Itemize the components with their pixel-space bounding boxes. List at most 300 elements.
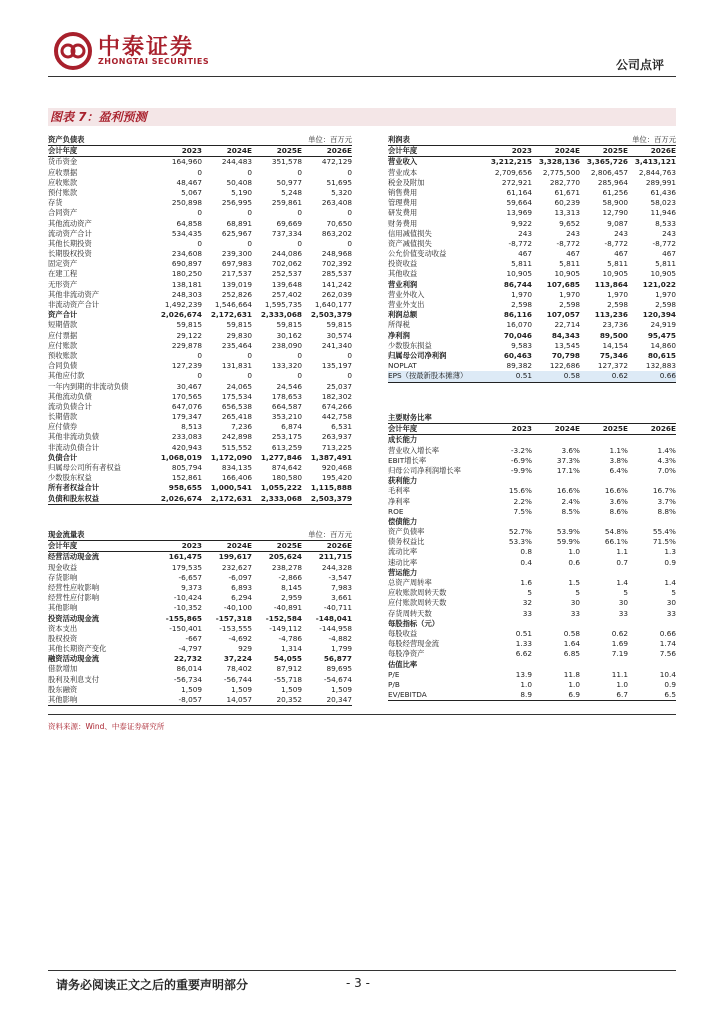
cell-value: 60,239 [554, 198, 580, 208]
cell-value: 0.4 [520, 557, 532, 567]
cell-value: 244,086 [271, 249, 302, 259]
table-row [48, 644, 352, 654]
table-row [388, 290, 676, 300]
table-unit: 单位：百万元 [308, 135, 352, 144]
cell-value: 3,212,215 [490, 157, 532, 167]
cell-value: 1.69 [611, 639, 628, 649]
cell-value: -56,734 [173, 674, 202, 684]
table-row [48, 178, 352, 188]
table-row [48, 188, 352, 198]
row-label: 净利润 [388, 330, 410, 340]
cell-value: 697,983 [221, 259, 252, 269]
cell-value: 53.9% [556, 527, 580, 537]
table-row [388, 680, 676, 690]
row-label: 所有者权益合计 [48, 483, 100, 493]
cell-value: 241,340 [321, 340, 352, 350]
cell-value [580, 619, 628, 629]
cell-value: -150,401 [169, 623, 202, 633]
cell-value: 1,970 [559, 289, 580, 299]
cell-value: 674,266 [321, 401, 352, 411]
table-row [48, 664, 352, 674]
cell-value: 232,627 [221, 562, 252, 572]
table-row [388, 361, 676, 371]
cell-value: 15.6% [508, 486, 532, 496]
cell-value: 60,463 [503, 350, 532, 360]
cell-value: 0 [347, 371, 352, 381]
row-label: 应付账款 [48, 340, 78, 350]
cell-value: 175,534 [221, 391, 252, 401]
table-row [48, 453, 352, 463]
table-row [48, 412, 352, 422]
row-label: 长期借款 [48, 412, 78, 422]
table-section-title [388, 413, 676, 423]
cell-value: 5 [671, 588, 676, 598]
row-label: NOPLAT [388, 361, 417, 371]
cell-value: 52.7% [508, 527, 532, 537]
cell-value: 2,775,500 [542, 167, 580, 177]
cell-value: 1.33 [515, 639, 532, 649]
cell-value [484, 660, 532, 670]
table-row [48, 219, 352, 229]
cell-value: 1,055,222 [260, 483, 302, 493]
table-row [388, 331, 676, 341]
cell-value: 0 [347, 167, 352, 177]
cell-value: 1,970 [655, 289, 676, 299]
cell-value: 133,320 [271, 361, 302, 371]
cell-value [484, 517, 532, 527]
cell-value: 182,302 [321, 391, 352, 401]
cell-value: 1.4 [664, 578, 676, 587]
row-label: 其他影响 [48, 603, 78, 613]
row-label: 投资活动现金流 [48, 613, 100, 623]
table-row [388, 619, 676, 629]
table-row [48, 463, 352, 473]
table-row [388, 568, 676, 578]
cell-value: 0 [247, 238, 252, 248]
cell-value: 285,964 [597, 177, 628, 187]
cell-value: 80,615 [647, 350, 676, 360]
cell-value: 2,844,763 [638, 167, 676, 177]
cell-value: 33 [666, 608, 676, 618]
cell-value: 2,709,656 [494, 167, 532, 177]
cell-value [628, 517, 676, 527]
cell-value: 16.7% [652, 486, 676, 496]
cell-value: -149,112 [269, 623, 302, 633]
cell-value: -6,097 [228, 572, 252, 582]
cell-value: 48,467 [176, 177, 202, 187]
table-row [48, 320, 352, 330]
cell-value: 211,715 [318, 552, 352, 562]
cell-value: 12,790 [602, 208, 628, 218]
column-header: 2025E [602, 424, 628, 434]
cell-value: 863,202 [321, 228, 352, 238]
cell-value: 229,878 [171, 340, 202, 350]
cell-value: 1,970 [607, 289, 628, 299]
table-row [48, 624, 352, 634]
cell-value: 131,831 [221, 361, 252, 371]
row-label: 预收账款 [48, 350, 78, 360]
cell-value: -8,772 [652, 238, 676, 248]
cell-value: 690,897 [171, 259, 202, 269]
cell-value: 2,172,631 [210, 310, 252, 320]
cell-value: -40,711 [323, 603, 352, 613]
table-row [48, 259, 352, 269]
table-row [48, 483, 352, 493]
cell-value: 1.6 [520, 578, 532, 587]
cell-value: 0 [197, 350, 202, 360]
table-row [388, 320, 676, 330]
page-header [0, 0, 724, 80]
row-label: ROE [388, 506, 404, 516]
table-row [388, 578, 676, 588]
cell-value: 0.6 [568, 557, 580, 567]
table-row [388, 446, 676, 456]
table-row [388, 507, 676, 517]
cell-value [628, 476, 676, 486]
brand-name-cn: 中泰证券 [98, 35, 195, 60]
table-row [388, 670, 676, 680]
row-label: 其他长期投资 [48, 238, 92, 248]
cell-value: 6,531 [331, 422, 352, 432]
table-row [48, 361, 352, 371]
zhongtai-logo-icon [54, 32, 92, 70]
cell-value: 647,076 [171, 401, 202, 411]
column-header: 2023 [511, 146, 532, 156]
cell-value: 13,545 [554, 340, 580, 350]
table-row [48, 552, 352, 562]
cell-value [628, 435, 676, 445]
cell-value: 262,039 [321, 289, 352, 299]
cell-value [532, 476, 580, 486]
cell-value: 702,392 [321, 259, 352, 269]
table-row [388, 609, 676, 619]
cell-value: 2,598 [511, 300, 532, 309]
cell-value: 55.4% [652, 527, 676, 537]
cell-value: 0 [347, 208, 352, 218]
cell-value [484, 619, 532, 629]
figure-title: 图表 7：盈利预测 [48, 108, 676, 126]
cell-value: -4,882 [328, 633, 352, 643]
cell-value: 199,617 [218, 552, 252, 562]
cell-value: 5,811 [655, 259, 676, 269]
cell-value [532, 568, 580, 578]
row-label: 应收票据 [48, 167, 78, 177]
cell-value [580, 517, 628, 527]
table-row [48, 249, 352, 259]
cell-value: 1.0 [520, 679, 532, 689]
cell-value: 68,891 [226, 218, 252, 228]
cell-value [532, 660, 580, 670]
cell-value: 8,513 [181, 422, 202, 432]
cell-value: 2,503,379 [310, 310, 352, 320]
cell-value: 33 [570, 608, 580, 618]
table-row [48, 198, 352, 208]
cell-value: 0 [297, 371, 302, 381]
cell-value [532, 619, 580, 629]
cell-value: 250,898 [171, 198, 202, 208]
cell-value: 1,509 [231, 684, 252, 694]
cell-value: 239,300 [221, 249, 252, 259]
table-row [388, 660, 676, 670]
cell-value: 11.8 [563, 669, 580, 679]
cell-value: 534,435 [171, 228, 202, 238]
cell-value: 59,815 [276, 320, 302, 330]
cell-value: 248,968 [321, 249, 352, 259]
cell-value: 6.5 [664, 690, 676, 700]
row-label: 每股经营现金流 [388, 639, 440, 649]
cell-value: -667 [185, 633, 202, 643]
cell-value: 50,977 [276, 177, 302, 187]
cell-value [628, 568, 676, 578]
row-label: 少数股东权益 [48, 473, 92, 483]
table-row [48, 310, 352, 320]
cell-value: 9,583 [511, 340, 532, 350]
brand-name-en: ZHONGTAI SECURITIES [98, 57, 210, 66]
cell-value: 138,181 [171, 279, 202, 289]
table-row [48, 685, 352, 695]
cell-value: 0.58 [563, 628, 580, 638]
cell-value: 20,352 [276, 695, 302, 704]
row-label: 总资产周转率 [388, 578, 432, 587]
cell-value: 1,799 [331, 644, 352, 654]
cell-value [580, 476, 628, 486]
cell-value: 2,598 [607, 300, 628, 309]
table-row [48, 634, 352, 644]
cell-value: 139,019 [221, 279, 252, 289]
cell-value: 1,509 [281, 684, 302, 694]
cell-value: 929 [238, 644, 252, 654]
row-label: 资本支出 [48, 623, 78, 633]
row-label: 每股净资产 [388, 649, 425, 659]
cell-value: 16.6% [556, 486, 580, 496]
cell-value: 30,162 [276, 330, 302, 340]
cell-value: 259,861 [271, 198, 302, 208]
cell-value: 4.3% [657, 455, 676, 465]
cell-value: 2,026,674 [160, 310, 202, 320]
cell-value: 3,328,136 [538, 157, 580, 167]
cell-value: 59.9% [556, 537, 580, 547]
cell-value: 1,509 [331, 684, 352, 694]
cell-value: -157,318 [215, 613, 252, 623]
cell-value: 1.5 [568, 578, 580, 587]
cell-value: 89,695 [326, 664, 352, 674]
table-row [388, 168, 676, 178]
cell-value: 0 [297, 167, 302, 177]
cell-value: 2.4% [561, 496, 580, 506]
row-label: 应付债券 [48, 422, 78, 432]
cell-value: 0 [297, 238, 302, 248]
row-label: 应收账款 [48, 177, 78, 187]
row-label: 每股收益 [388, 628, 418, 638]
table-row [388, 649, 676, 659]
cell-value: 1.1% [609, 445, 628, 455]
table-row [48, 443, 352, 453]
row-label: 信用减值损失 [388, 228, 432, 238]
cell-value: 164,960 [171, 157, 202, 167]
cell-value: -54,674 [323, 674, 352, 684]
cell-value: 5,248 [281, 187, 302, 197]
row-label: 长期股权投资 [48, 249, 92, 259]
cell-value: 5 [575, 588, 580, 598]
cell-value: 61,671 [554, 187, 580, 197]
row-label: 流动负债合计 [48, 401, 92, 411]
cell-value: 59,815 [226, 320, 252, 330]
row-label: 股权投资 [48, 633, 78, 643]
cell-value: -153,555 [219, 623, 252, 633]
cell-value: 252,537 [271, 269, 302, 279]
cell-value: 0 [247, 167, 252, 177]
row-label: 净利率 [388, 496, 410, 506]
column-header: 2024E [226, 146, 252, 156]
cell-value: 0 [247, 350, 252, 360]
cell-value: 420,943 [171, 442, 202, 452]
row-label: 偿债能力 [388, 516, 418, 526]
row-label: 短期借款 [48, 320, 78, 330]
cell-value: 10,905 [506, 269, 532, 279]
cell-value: 515,552 [221, 442, 252, 452]
row-label: 无形资产 [48, 279, 78, 289]
cell-value: 0.66 [659, 371, 676, 381]
cell-value: 5,067 [181, 187, 202, 197]
table-row [388, 310, 676, 320]
table-row [48, 208, 352, 218]
cell-value: 6.9 [568, 690, 580, 700]
cell-value [628, 660, 676, 670]
table-row [388, 486, 676, 496]
table-row [388, 639, 676, 649]
column-header: 2026E [650, 424, 676, 434]
cell-value: 1,000,541 [210, 483, 252, 493]
cell-value: 1,970 [511, 289, 532, 299]
table-row [388, 280, 676, 290]
cell-value: 1.74 [659, 639, 676, 649]
cell-value: 656,538 [221, 401, 252, 411]
row-label: 其他非流动资产 [48, 289, 100, 299]
cell-value: -9.9% [510, 465, 532, 475]
cell-value: 30 [666, 598, 676, 608]
cell-value: 9,922 [511, 218, 532, 228]
cell-value: 3.6% [561, 445, 580, 455]
cell-value: 37.3% [556, 455, 580, 465]
table-row [48, 603, 352, 613]
cell-value: 5 [623, 588, 628, 598]
table-row [48, 280, 352, 290]
cell-value: 6,893 [231, 582, 252, 592]
table-title: 资产负债表 [48, 135, 85, 144]
cell-value: 252,826 [221, 289, 252, 299]
cell-value: 472,129 [321, 157, 352, 167]
cell-value: 9,087 [607, 218, 628, 228]
cell-value: 0.51 [515, 371, 532, 381]
cell-value: 121,022 [642, 279, 676, 289]
header-divider [48, 76, 676, 77]
cell-value: 2,172,631 [210, 493, 252, 503]
cell-value: 66.1% [604, 537, 628, 547]
cell-value: 89,382 [506, 361, 532, 371]
cell-value: 33 [522, 608, 532, 618]
cell-value: 243 [566, 228, 580, 238]
row-label: 负债和股东权益 [48, 493, 100, 503]
cell-value: 20,347 [326, 695, 352, 704]
cell-value: 737,334 [271, 228, 302, 238]
cell-value: 5,811 [559, 259, 580, 269]
cell-value: 920,468 [321, 463, 352, 472]
cell-value: 11,946 [650, 208, 676, 218]
cell-value: 3.8% [609, 455, 628, 465]
cash-flow-table [48, 530, 352, 706]
table-row [48, 593, 352, 603]
table-row [48, 168, 352, 178]
table-row [388, 351, 676, 361]
cell-value: 5,320 [331, 187, 352, 197]
cell-value: 243 [614, 228, 628, 238]
cell-value: 3,413,121 [634, 157, 676, 167]
cell-value: 24,546 [276, 381, 302, 391]
row-label: 管理费用 [388, 198, 418, 208]
row-label: 营业收入增长率 [388, 445, 440, 455]
cell-value: 166,406 [221, 473, 252, 483]
cell-value: 2,026,674 [160, 493, 202, 503]
cell-value: 107,685 [546, 279, 580, 289]
cell-value: 0 [197, 208, 202, 218]
cell-value: 59,815 [176, 320, 202, 330]
table-row [388, 157, 676, 167]
cell-value: 282,770 [549, 177, 580, 187]
table-row [48, 269, 352, 279]
cell-value: 253,175 [271, 432, 302, 442]
table-row [388, 476, 676, 486]
row-label: 合同负债 [48, 361, 78, 371]
cell-value: 625,967 [221, 228, 252, 238]
cell-value: 874,642 [271, 463, 302, 472]
row-label: 存货影响 [48, 572, 78, 582]
cell-value: 75,346 [599, 350, 628, 360]
row-label: 公允价值变动收益 [388, 249, 447, 259]
row-label: 债务权益比 [388, 537, 425, 547]
cell-value: 10,905 [650, 269, 676, 279]
table-row [48, 239, 352, 249]
column-header: 会计年度 [388, 424, 418, 434]
row-label: 获利能力 [388, 476, 418, 486]
column-header: 2026E [650, 146, 676, 156]
cell-value: 7,983 [331, 582, 352, 592]
table-row [388, 537, 676, 547]
cell-value: 351,578 [271, 157, 302, 167]
cell-value: 0 [347, 350, 352, 360]
row-label: 预付账款 [48, 187, 78, 197]
cell-value: 180,580 [271, 473, 302, 483]
cell-value: 3.6% [609, 496, 628, 506]
cell-value: 8.6% [609, 506, 628, 516]
cell-value: 256,995 [221, 198, 252, 208]
cell-value: 29,830 [226, 330, 252, 340]
cell-value: 664,587 [271, 401, 302, 411]
row-label: 一年内到期的非流动负债 [48, 381, 129, 391]
cell-value: 1.4% [657, 445, 676, 455]
cell-value: 11.1 [611, 669, 628, 679]
cell-value: 5,190 [231, 187, 252, 197]
table-row [48, 392, 352, 402]
cell-value: 6.4% [609, 465, 628, 475]
page-number: - 3 - [346, 976, 370, 990]
cell-value: 7.19 [611, 649, 628, 659]
cell-value: 71.5% [652, 537, 676, 547]
cell-value: -56,744 [223, 674, 252, 684]
cell-value [580, 568, 628, 578]
table-row [48, 614, 352, 624]
cell-value [532, 517, 580, 527]
cell-value: -3.2% [510, 445, 532, 455]
